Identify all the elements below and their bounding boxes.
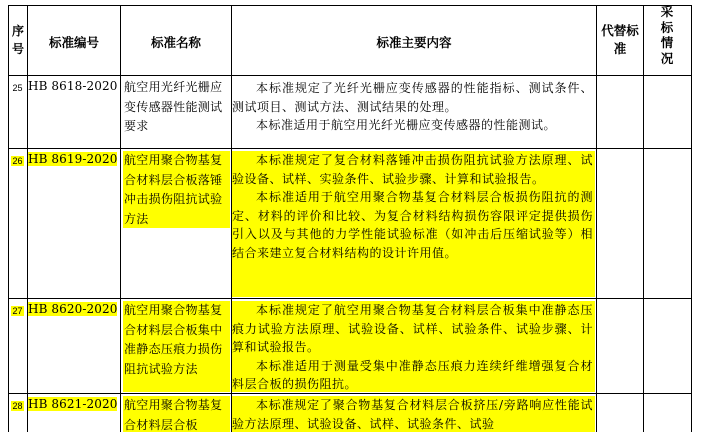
standard-content <box>232 396 593 432</box>
content-paragraph: 本标准适用于测量受集中准静态压痕力连续纤维增强复合材料层合板的损伤阻抗。 <box>232 358 593 392</box>
standard-code: HB 8619-2020 <box>28 152 118 166</box>
header-adopt: 采标情况 <box>660 4 674 66</box>
row-seq: 28 <box>12 401 23 411</box>
standard-name: 航空用聚合物基复合材料层合板集中准静态压痕力损伤阻抗试验方法 <box>124 303 223 376</box>
standard-content <box>232 79 593 135</box>
standard-name: 航空用聚合物基复合材料层合板落锤冲击损伤阻抗试验方法 <box>124 153 223 226</box>
content-paragraph: 本标准适用于航空用光纤光栅应变传感器的性能测试。 <box>256 118 557 133</box>
standard-code: HB 8618-2020 <box>28 79 118 93</box>
header-seq: 序号 <box>11 24 24 56</box>
standard-name: 航空用光纤光栅应变传感器性能测试要求 <box>124 80 223 133</box>
row-seq: 27 <box>12 306 23 316</box>
content-paragraph: 本标准规定了光纤光栅应变传感器的性能指标、测试条件、测试项目、测试方法、测试结果的处理。 <box>232 81 593 114</box>
content-paragraph: 本标准规定了航空用聚合物基复合材料层合板集中准静态压痕力试验方法原理、试验设备、试样、试验条件、试验步骤、计算和试验报告。 <box>232 303 593 355</box>
header-name: 标准名称 <box>150 35 201 50</box>
row-seq: 26 <box>12 156 23 166</box>
standard-content <box>232 151 593 263</box>
row-seq: 25 <box>12 83 23 93</box>
content-paragraph: 本标准适用于航空用聚合物基复合材料层合板损伤阻抗的测定、材料的评价和比较、为复合材料结构损伤容限评定提供损伤引入以及与其他的力学性能试验标准（如冲击后压缩试验等）相结合来建立复合材料结构的设计许用值。 <box>232 190 593 260</box>
standard-name: 航空用聚合物基复合材料层合板 <box>124 398 223 432</box>
content-paragraph: 本标准规定了聚合物基复合材料层合板挤压/旁路响应性能试验方法原理、试验设备、试样、试验条件、试验 <box>232 398 593 431</box>
content-paragraph: 本标准规定了复合材料落锤冲击损伤阻抗试验方法原理、试验设备、试样、实验条件、试验步骤、计算和试验报告。 <box>232 153 593 186</box>
header-content: 标准主要内容 <box>376 35 452 50</box>
standard-code: HB 8620-2020 <box>28 302 118 316</box>
header-code: 标准编号 <box>48 35 99 50</box>
header-replace: 代替标准 <box>601 23 639 56</box>
standard-content <box>232 301 593 394</box>
standard-code: HB 8621-2020 <box>28 397 118 411</box>
